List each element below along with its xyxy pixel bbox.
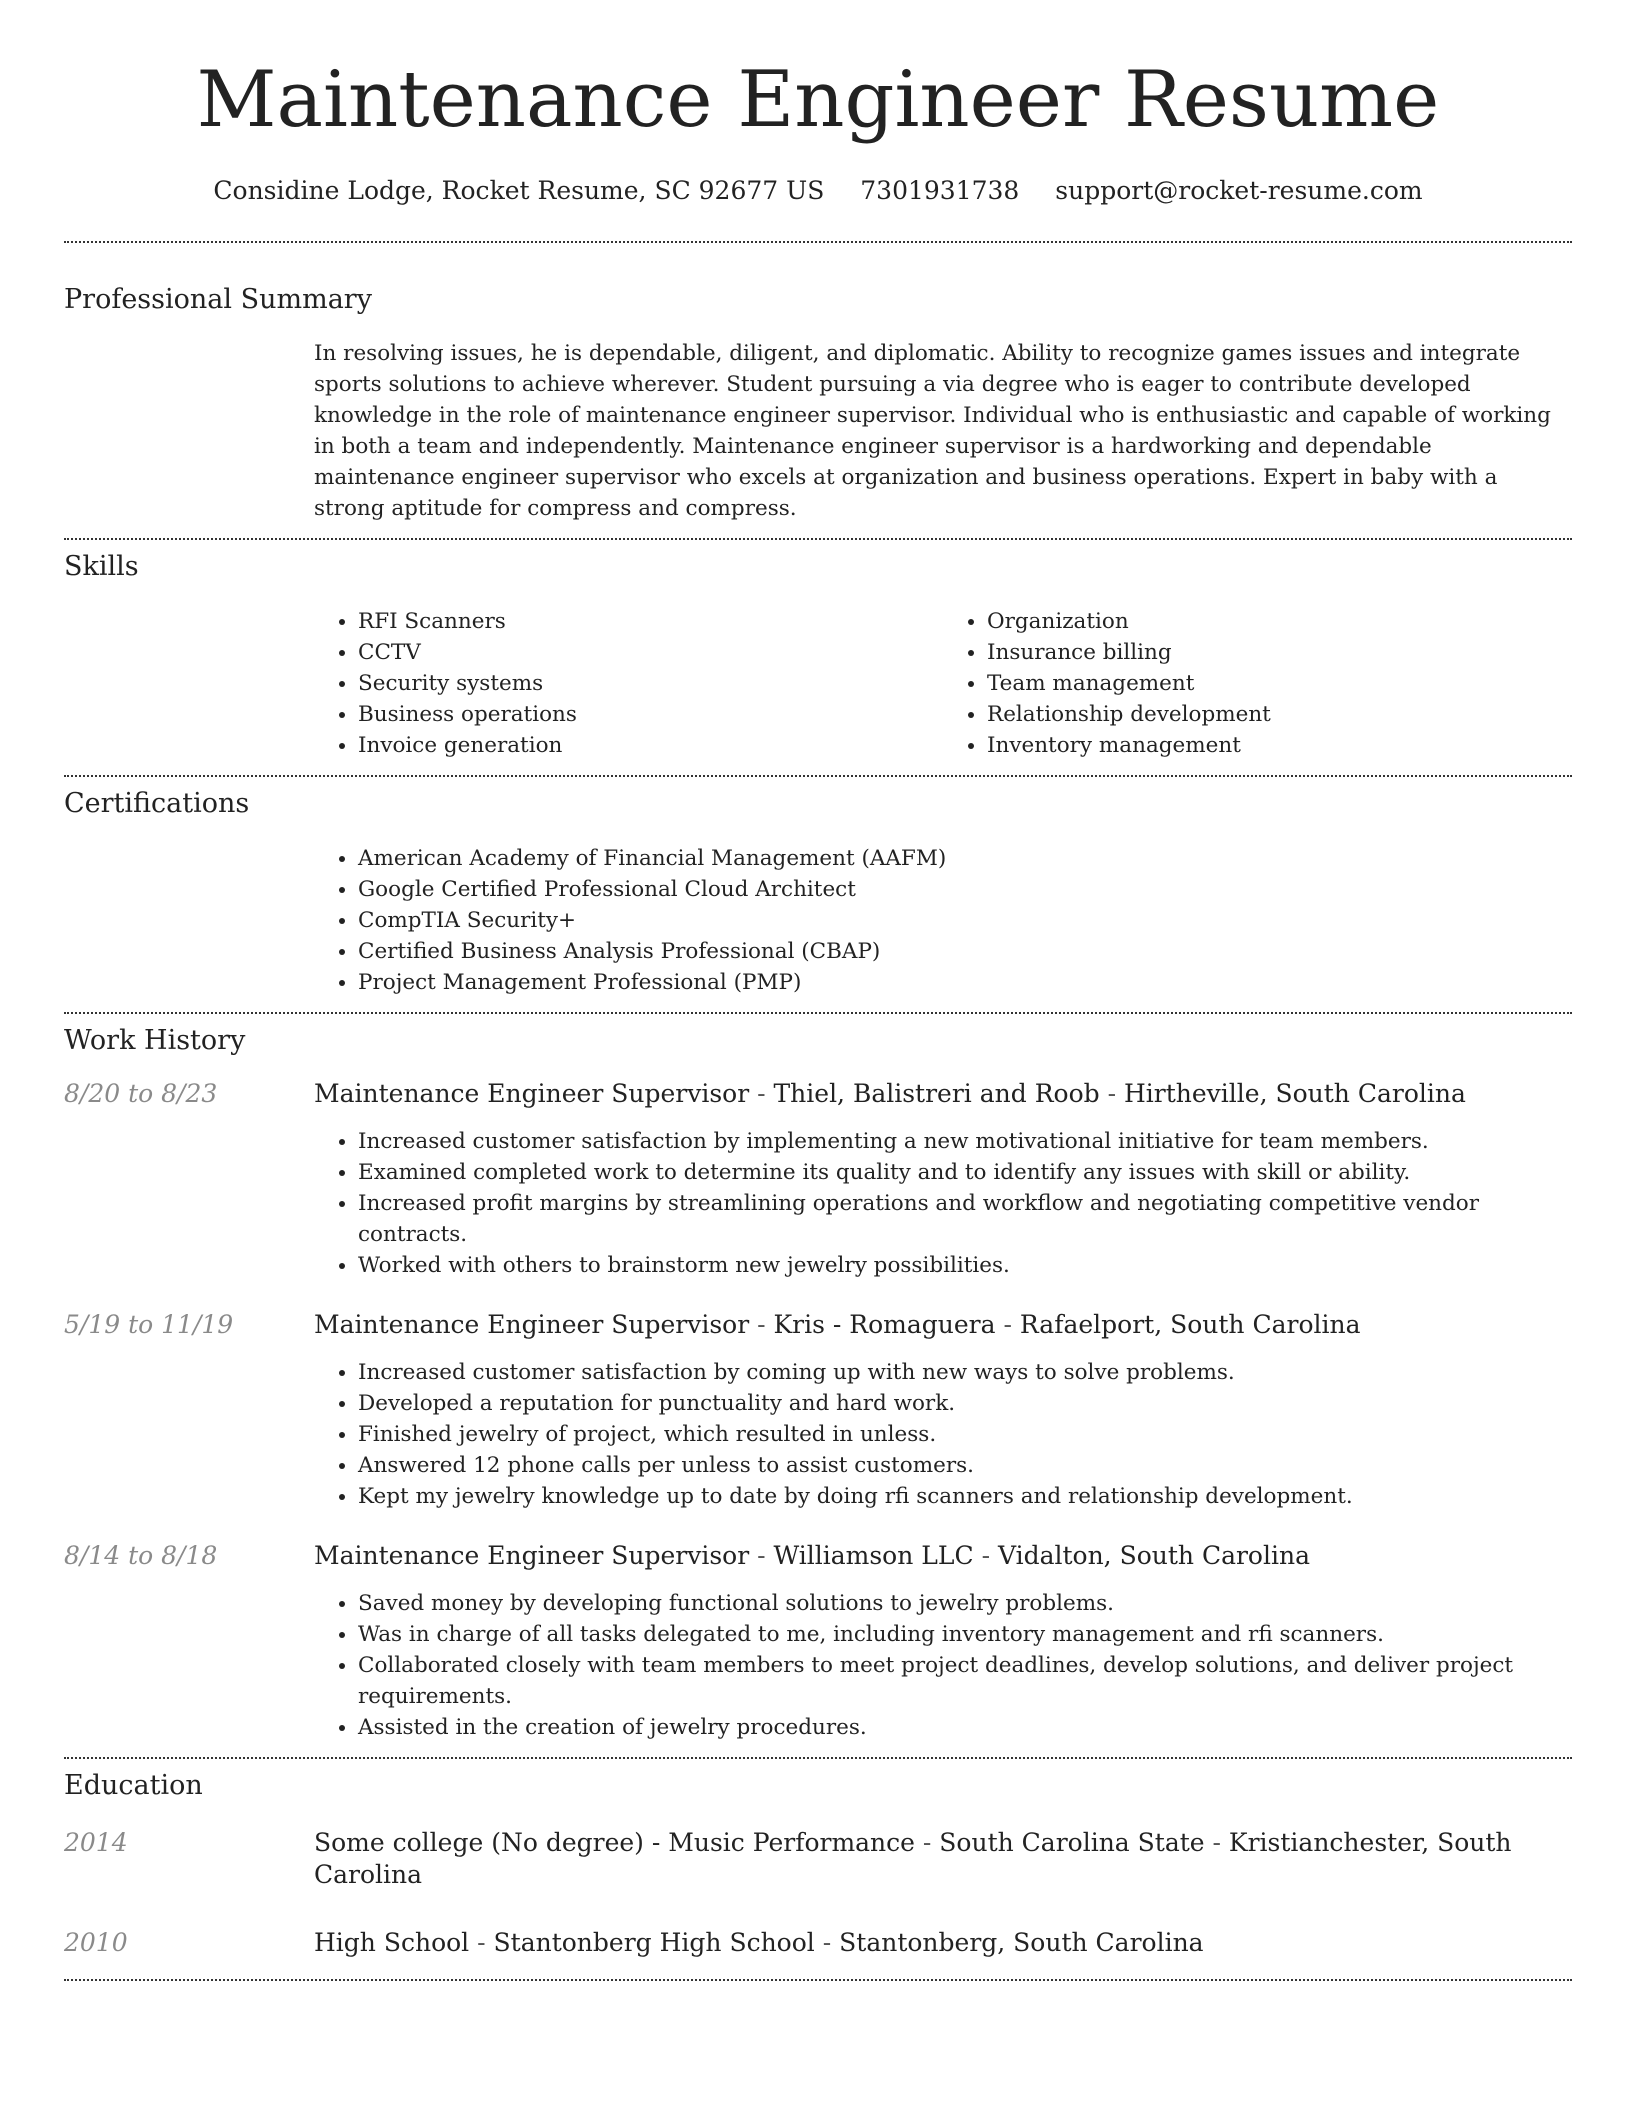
divider (64, 775, 1572, 777)
job-entry (64, 1078, 1572, 1281)
education-year: 2010 (64, 1928, 128, 1957)
education-title (314, 1827, 1572, 1891)
resume-title: Maintenance Engineer Resume (196, 55, 1440, 145)
list-item: • Examined completed work to determine its quality and to identify any issues with skill or ability. (358, 1157, 1572, 1188)
work-history-section (64, 1024, 1572, 1743)
separator: - (814, 1928, 840, 1957)
divider (64, 538, 1572, 540)
list-item: • Google Certified Professional Cloud Architect (358, 874, 1572, 905)
list-item: • Worked with others to brainstorm new jewelry possibilities. (358, 1250, 1572, 1281)
job-role: Maintenance Engineer Supervisor (314, 1079, 750, 1108)
list-item: • Business operations (358, 699, 943, 730)
work-history-heading: Work History (64, 1025, 246, 1056)
divider (64, 1979, 1572, 1981)
separator: - (973, 1541, 998, 1570)
skills-list-left (314, 606, 943, 761)
job-title (314, 1078, 1466, 1110)
separator: - (749, 1541, 774, 1570)
list-item: • RFI Scanners (358, 606, 943, 637)
job-role: Maintenance Engineer Supervisor (314, 1310, 750, 1339)
list-item: • Invoice generation (358, 730, 943, 761)
job-title (314, 1540, 1310, 1572)
job-location: Hirtheville, South Carolina (1123, 1079, 1466, 1108)
education-school: South Carolina State (939, 1828, 1205, 1857)
job-dates: 8/20 to 8/23 (64, 1079, 218, 1108)
list-item: • Insurance billing (987, 637, 1572, 668)
resume-page (64, 0, 1572, 1981)
list-item: • Certified Business Analysis Professional (CBAP) (358, 936, 1572, 967)
divider (64, 1757, 1572, 1759)
list-item: • Finished jewelry of project, which resulted in unless. (358, 1419, 1572, 1450)
divider (64, 1012, 1572, 1014)
certifications-section (64, 787, 1572, 998)
separator: - (749, 1079, 774, 1108)
list-item: • Assisted in the creation of jewelry procedures. (358, 1712, 1572, 1743)
education-entry (64, 1927, 1572, 1959)
list-item: • American Academy of Financial Management (AAFM) (358, 843, 1572, 874)
list-item: • Increased profit margins by streamlining operations and workflow and negotiating competitive vendor contracts. (358, 1188, 1572, 1250)
list-item: • Developed a reputation for punctuality and hard work. (358, 1388, 1572, 1419)
list-item: • Organization (987, 606, 1572, 637)
contact-email: support@rocket-resume.com (1055, 176, 1423, 205)
education-degree: High School (314, 1928, 470, 1957)
job-bullets (314, 1357, 1572, 1512)
list-item: • Saved money by developing functional solutions to jewelry problems. (358, 1588, 1572, 1619)
job-company: Thiel, Balistreri and Roob (773, 1079, 1100, 1108)
list-item: • Project Management Professional (PMP) (358, 967, 1572, 998)
skills-heading: Skills (64, 551, 139, 582)
certifications-heading: Certifications (64, 788, 250, 819)
list-item: • CompTIA Security+ (358, 905, 1572, 936)
education-location: Stantonberg, South Carolina (839, 1928, 1204, 1957)
divider (64, 241, 1572, 243)
list-item: • Increased customer satisfaction by implementing a new motivational initiative for team members. (358, 1126, 1572, 1157)
education-degree: Some college (No degree) - Music Performance (314, 1828, 915, 1857)
job-bullets (314, 1126, 1572, 1281)
education-heading: Education (64, 1770, 203, 1801)
summary-section (64, 283, 1572, 524)
skills-section (64, 550, 1572, 761)
education-title (314, 1927, 1204, 1959)
education-location: Kristianchester, South Carolina (314, 1828, 1512, 1889)
job-bullets (314, 1588, 1572, 1743)
job-company: Kris - Romaguera (773, 1310, 996, 1339)
separator: - (1204, 1828, 1229, 1857)
summary-heading: Professional Summary (64, 284, 372, 315)
education-entry (64, 1827, 1572, 1891)
separator: - (995, 1310, 1020, 1339)
list-item: • Was in charge of all tasks delegated to me, including inventory management and rfi scanners. (358, 1619, 1572, 1650)
list-item: • Team management (987, 668, 1572, 699)
contact-line (64, 176, 1572, 206)
education-school: Stantonberg High School (493, 1928, 815, 1957)
separator: - (914, 1828, 940, 1857)
contact-phone: 7301931738 (860, 176, 1020, 205)
list-item: • Inventory management (987, 730, 1572, 761)
job-entry (64, 1540, 1572, 1743)
job-location: Vidalton, South Carolina (997, 1541, 1310, 1570)
list-item: • Kept my jewelry knowledge up to date by doing rfi scanners and relationship development. (358, 1481, 1572, 1512)
job-role: Maintenance Engineer Supervisor (314, 1541, 750, 1570)
skills-list-right (943, 606, 1572, 761)
job-dates: 8/14 to 8/18 (64, 1541, 218, 1570)
list-item: • Increased customer satisfaction by coming up with new ways to solve problems. (358, 1357, 1572, 1388)
list-item: • Relationship development (987, 699, 1572, 730)
separator: - (1099, 1079, 1124, 1108)
separator: - (469, 1928, 494, 1957)
summary-text: In resolving issues, he is dependable, diligent, and diplomatic. Ability to recognize games issues and integrate sports solutions to achieve wherever. Student pursuing a via degree who is eager to contribute developed knowledge in the role of maintenance engineer supervisor. Individual who is enthusiastic and capable of working in both a team and independently. Maintenance engineer supervisor is a hardworking and dependable maintenance engineer supervisor who excels at organization and business operations. Expert in baby with a strong aptitude for compress and compress. (314, 341, 1551, 521)
separator: - (749, 1310, 774, 1339)
list-item: • CCTV (358, 637, 943, 668)
job-company: Williamson LLC (773, 1541, 974, 1570)
education-section (64, 1769, 1572, 1959)
education-year: 2014 (64, 1828, 128, 1857)
job-location: Rafaelport, South Carolina (1019, 1310, 1361, 1339)
list-item: • Answered 12 phone calls per unless to assist customers. (358, 1450, 1572, 1481)
job-dates: 5/19 to 11/19 (64, 1310, 234, 1339)
list-item: • Security systems (358, 668, 943, 699)
list-item: • Collaborated closely with team members to meet project deadlines, develop solutions, and deliver project requirements. (358, 1650, 1572, 1712)
certifications-list (314, 843, 1572, 998)
contact-address: Considine Lodge, Rocket Resume, SC 92677 US (213, 176, 825, 205)
job-entry (64, 1309, 1572, 1512)
job-title (314, 1309, 1361, 1341)
